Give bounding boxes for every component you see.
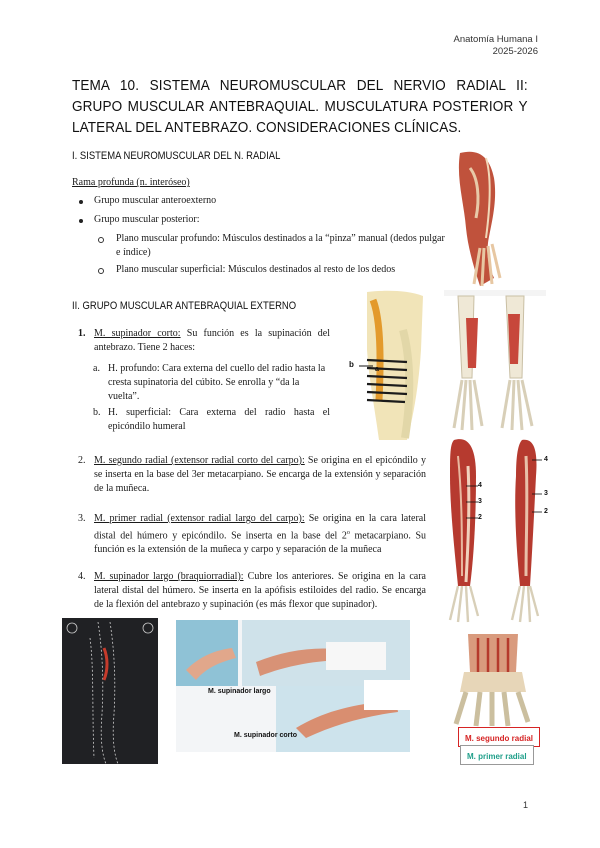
left-arm-label-3: 3 xyxy=(478,498,482,505)
item-1-sub-b-mark: b. xyxy=(93,407,101,418)
item-2-number: 2. xyxy=(78,455,86,466)
photo-label-largo: M. supinador largo xyxy=(208,688,271,695)
section-1-heading: I. SISTEMA NEUROMUSCULAR DEL N. RADIAL xyxy=(72,150,281,162)
left-arm-label-4: 4 xyxy=(478,482,482,489)
item-3-text xyxy=(94,512,426,557)
sub-bullet-circle xyxy=(98,237,104,243)
item-2-desc: Se origina en el epicóndilo y se inserta en la base del 3er metacarpiano. Se encarga de la extensión y separación de la muñeca. xyxy=(94,455,426,494)
item-4-name: M. supinador largo (braquiorradial): xyxy=(94,571,244,582)
photo-label-corto: M. supinador corto xyxy=(234,732,297,739)
item-1-sub-b: H. superficial: Cara externa del radio hasta el epicóndilo humeral xyxy=(108,407,330,432)
arm-muscles-figure-left xyxy=(440,436,500,624)
sub-bullet-circle xyxy=(98,268,104,274)
item-3-sup: o xyxy=(346,530,350,536)
supinator-figure xyxy=(345,290,437,442)
chalkboard-sketch-photo xyxy=(62,618,158,764)
right-arm-label-3: 3 xyxy=(544,490,548,497)
course-year: 2025-2026 xyxy=(492,46,538,57)
course-name: Anatomía Humana I xyxy=(453,34,538,45)
item-3-desc-a: Se origina en la cara lateral distal del húmero y epicóndilo. Se inserta en la base del 2 xyxy=(94,513,427,542)
section-1-subheading: Rama profunda (n. interóseo) xyxy=(72,177,190,188)
item-3-desc-b: metacarpiano. Su función es la extensión de la muñeca y carpo y separación de la muñeca xyxy=(94,530,427,556)
item-2-name: M. segundo radial (extensor radial corto del carpo): xyxy=(94,455,305,466)
left-arm-label-2: 2 xyxy=(478,514,482,521)
item-1-desc: Su función es la supinación del antebrazo. Tiene 2 haces: xyxy=(94,328,331,353)
bullet-dot xyxy=(79,219,83,223)
page-title: TEMA 10. SISTEMA NEUROMUSCULAR DEL NERVIO RADIAL II: GRUPO MUSCULAR ANTEBRAQUIAL. MUSCULATURA POSTERIOR Y LATERAL DEL ANTEBRAZO. CONSIDERACIONES CLÍNICAS. xyxy=(72,78,528,136)
forearm-bones-figure xyxy=(440,288,550,432)
bullet-dot xyxy=(79,200,83,204)
item-1-sub-a: H. profundo: Cara externa del cuello del radio hasta la cresta supinatoria del cúbito. Se enrolla y “da la vuelta”. xyxy=(108,363,326,402)
page-number: 1 xyxy=(522,800,528,810)
item-1-sub-a-mark: a. xyxy=(93,363,100,374)
figure-label-b: b xyxy=(349,360,354,369)
arm-muscle-figure-top xyxy=(450,148,518,288)
tag-segundo-text: M. segundo radial xyxy=(465,734,534,743)
sub-bullet-item: Plano muscular profundo: Músculos destinados a la “pinza” manual (dedos pulgar e índice) xyxy=(116,233,445,258)
arm-muscles-figure-right xyxy=(504,436,558,624)
item-4-number: 4. xyxy=(78,571,86,582)
page-header xyxy=(454,34,539,58)
hand-tendon-figure xyxy=(434,632,552,728)
item-1-text xyxy=(94,327,330,355)
sub-bullet-item: Plano muscular superficial: Músculos destinados al resto de los dedos xyxy=(116,264,396,275)
tag-segundo-radial xyxy=(458,727,540,747)
item-2-text xyxy=(94,454,426,496)
item-4-desc: Cubre los anteriores. Se origina en la cara lateral distal del húmero. Se inserta en la apófisis estiloides del radio. Se encarga de la flexión del antebrazo y supinación (es más flexor que supinador). xyxy=(94,571,426,610)
tag-primer-text: M. primer radial xyxy=(467,752,527,761)
figure-label-a: a xyxy=(375,366,379,373)
bullet-item: Grupo muscular anteroexterno xyxy=(94,195,217,206)
section-2-heading: II. GRUPO MUSCULAR ANTEBRAQUIAL EXTERNO xyxy=(72,300,297,312)
item-3-number: 3. xyxy=(78,513,86,524)
item-1-name: M. supinador corto: xyxy=(94,328,181,339)
item-1-number: 1. xyxy=(78,328,86,339)
item-4-text xyxy=(94,570,426,612)
tag-primer-radial xyxy=(460,745,534,765)
item-3-name: M. primer radial (extensor radial largo del carpo): xyxy=(94,513,305,524)
right-arm-label-4: 4 xyxy=(544,456,548,463)
bullet-item: Grupo muscular posterior: xyxy=(94,214,200,225)
right-arm-label-2: 2 xyxy=(544,508,548,515)
supinator-photo-collage xyxy=(176,620,410,752)
